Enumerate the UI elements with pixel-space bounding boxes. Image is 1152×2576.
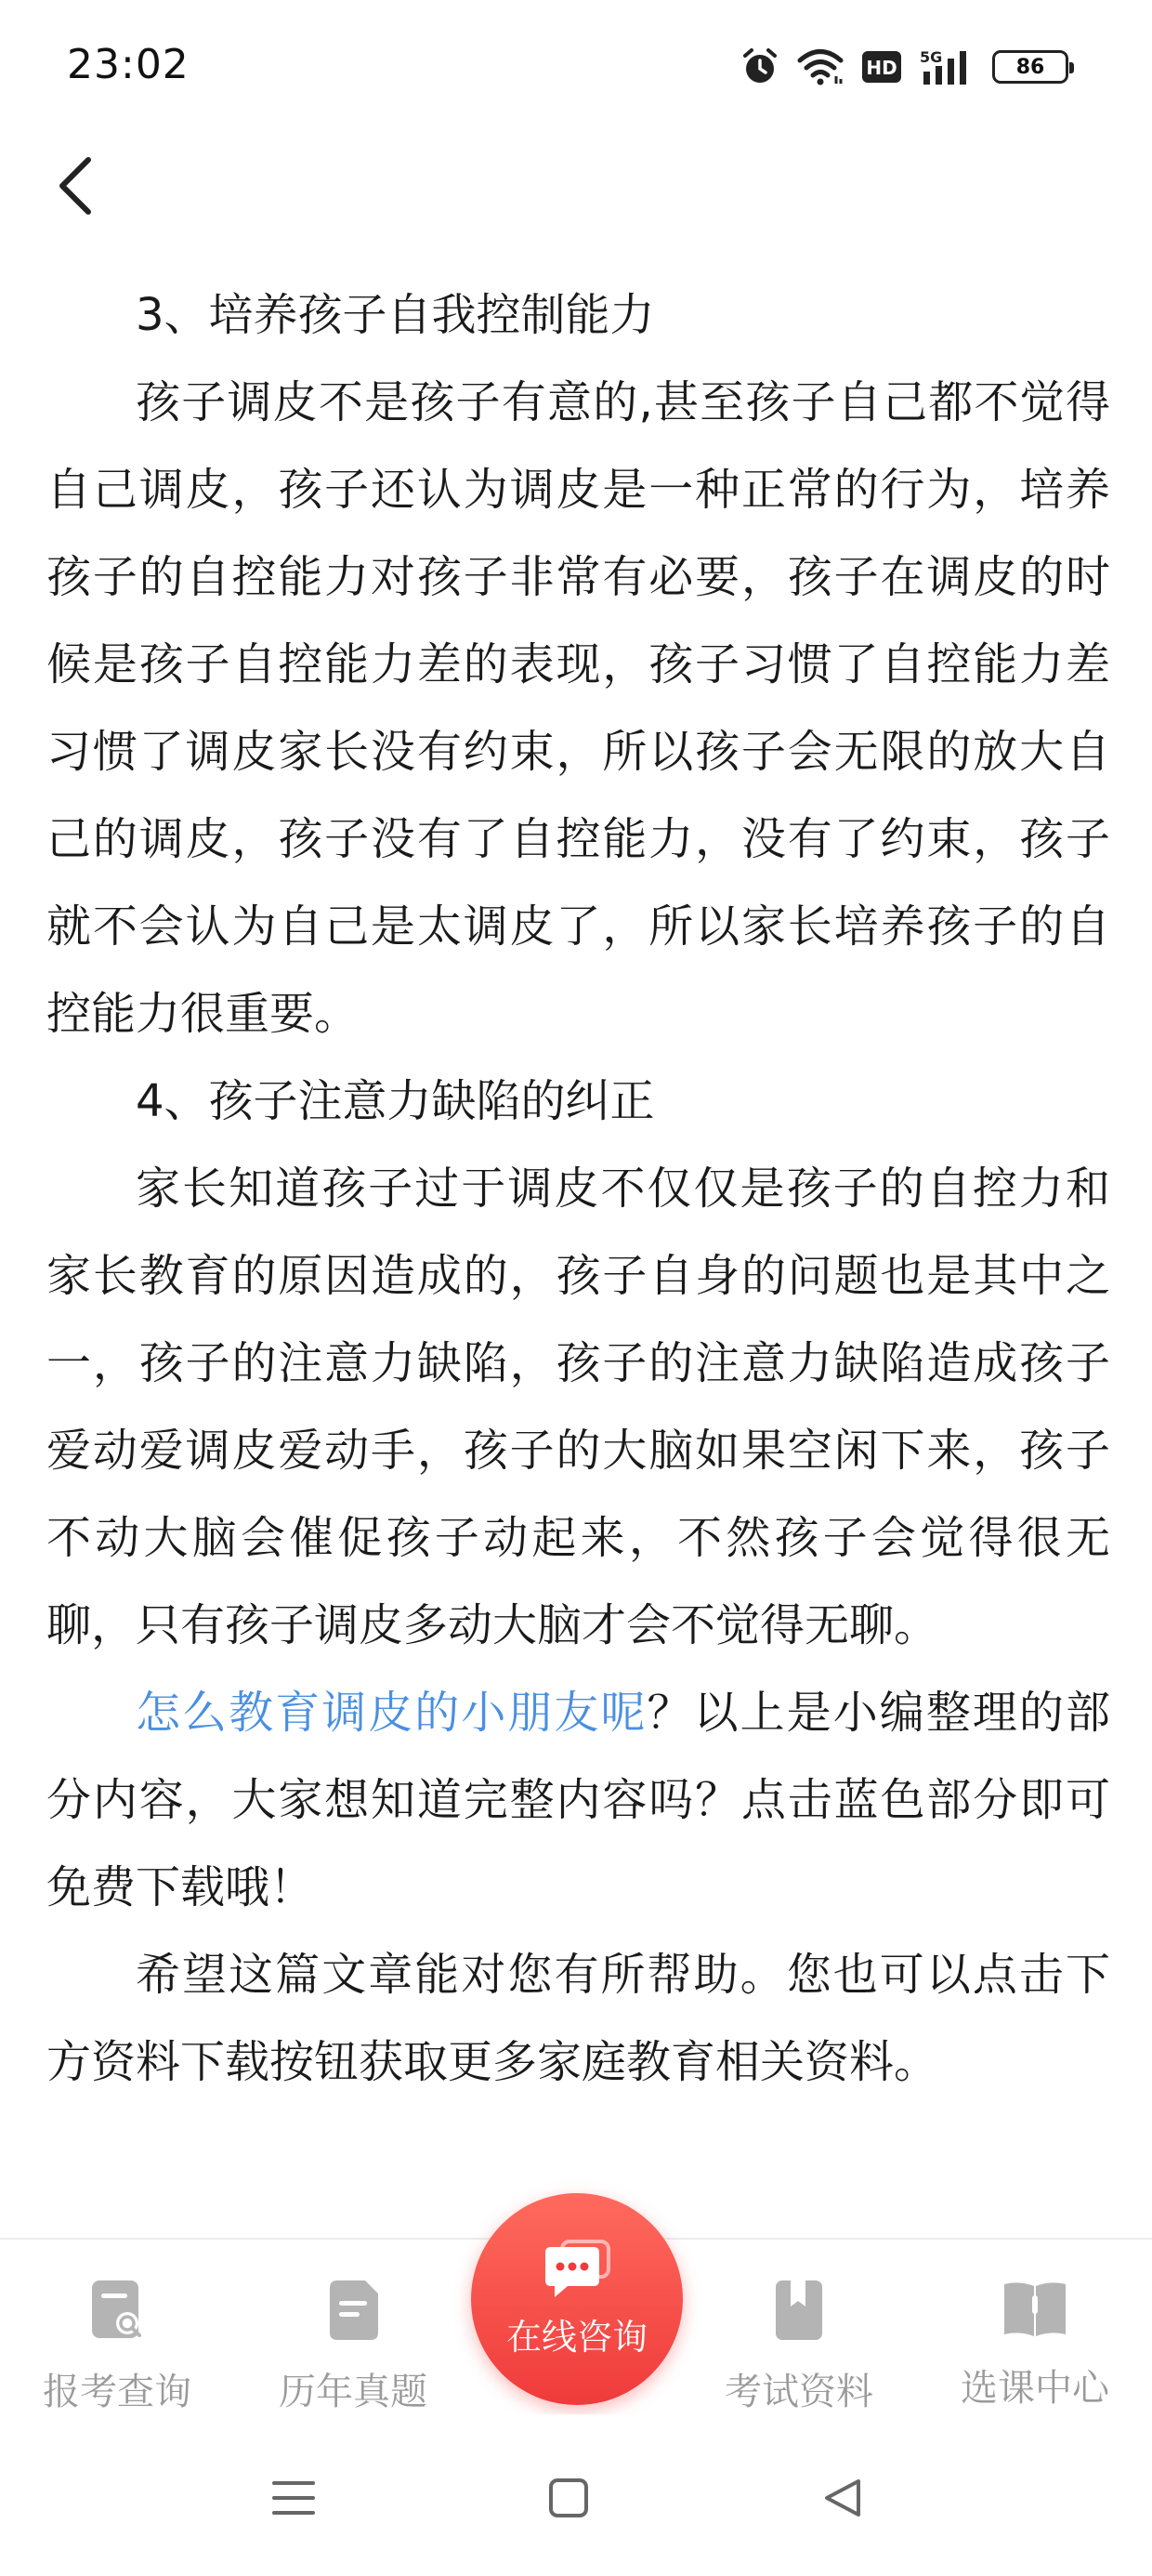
menu-nav-button[interactable] bbox=[266, 2470, 321, 2526]
battery-indicator: 86 bbox=[992, 50, 1068, 84]
menu-icon bbox=[272, 2479, 315, 2517]
consult-label: 在线咨询 bbox=[505, 2316, 648, 2358]
article-paragraph: 孩子调皮不是孩子有意的,甚至孩子自己都不觉得自己调皮，孩子还认为调皮是一种正常的行为，培养孩子的自控能力对孩子非常有必要，孩子在调皮的时候是孩子自控能力差的表现，孩子习惯了自控能力差习惯了调皮家长没有约束，所以孩子会无限的放大自己的调皮，孩子没有了自控能力，没有了约束，孩子就不会认为自己是太调皮了，所以家长培养孩子的自控能力很重要。 bbox=[46, 376, 1110, 1040]
system-nav-bar bbox=[0, 2414, 1152, 2576]
status-bar bbox=[0, 0, 1152, 139]
status-icons bbox=[741, 45, 1068, 89]
article-body bbox=[46, 271, 1110, 2106]
tab-exam-materials[interactable] bbox=[697, 2279, 901, 2413]
section-heading-3: 3、培养孩子自我控制能力 bbox=[136, 289, 655, 341]
chat-bubble-icon bbox=[542, 2240, 612, 2299]
closing-paragraph: 希望这篇文章能对您有所帮助。您也可以点击下方资料下载按钮获取更多家庭教育相关资料。 bbox=[46, 1949, 1110, 2088]
article-paragraph: 家长知道孩子过于调皮不仅仅是孩子的自控力和家长教育的原因造成的，孩子自身的问题也是其中之一，孩子的注意力缺陷，孩子的注意力缺陷造成孩子爱动爱调皮爱动手，孩子的大脑如果空闲下来，孩子不动大脑会催促孩子动起来，不然孩子会觉得很无聊，只有孩子调皮多动大脑才会不觉得无聊。 bbox=[46, 1163, 1110, 1651]
home-nav-button[interactable] bbox=[541, 2470, 596, 2526]
download-link[interactable]: 怎么教育调皮的小朋友呢 bbox=[136, 1687, 648, 1739]
section-heading-4: 4、孩子注意力缺陷的纠正 bbox=[136, 1075, 655, 1127]
back-nav-button[interactable] bbox=[814, 2470, 870, 2526]
signal-5g-icon bbox=[920, 47, 974, 86]
home-square-icon bbox=[548, 2477, 589, 2518]
clock: 23:02 bbox=[67, 41, 190, 88]
tab-exam-query[interactable] bbox=[15, 2279, 219, 2413]
tab-label: 历年真题 bbox=[279, 2371, 427, 2413]
tab-label: 考试资料 bbox=[725, 2371, 873, 2413]
online-consult-button[interactable] bbox=[471, 2193, 683, 2405]
triangle-back-icon bbox=[821, 2477, 862, 2518]
download-prompt-text: ？以上是小编整理的部分内容，大家想知道完整内容吗？点击蓝色部分即可免费下载哦！ bbox=[46, 1687, 1110, 1913]
search-doc-icon bbox=[85, 2279, 150, 2342]
wifi-icon bbox=[797, 48, 844, 85]
network-type: 5G bbox=[920, 48, 943, 66]
chevron-left-icon bbox=[57, 156, 94, 216]
book-open-icon bbox=[1002, 2279, 1067, 2338]
hd-icon bbox=[862, 51, 901, 83]
bookmark-icon bbox=[766, 2279, 831, 2342]
tab-past-papers[interactable] bbox=[251, 2279, 455, 2413]
tab-label: 报考查询 bbox=[43, 2371, 191, 2413]
document-icon bbox=[321, 2279, 386, 2342]
alarm-icon bbox=[741, 47, 779, 86]
download-prompt bbox=[46, 1669, 1110, 1931]
back-button[interactable] bbox=[43, 153, 108, 218]
hd-text: HD bbox=[866, 57, 897, 79]
tab-course-center[interactable] bbox=[933, 2279, 1137, 2409]
tab-label: 选课中心 bbox=[961, 2367, 1109, 2410]
